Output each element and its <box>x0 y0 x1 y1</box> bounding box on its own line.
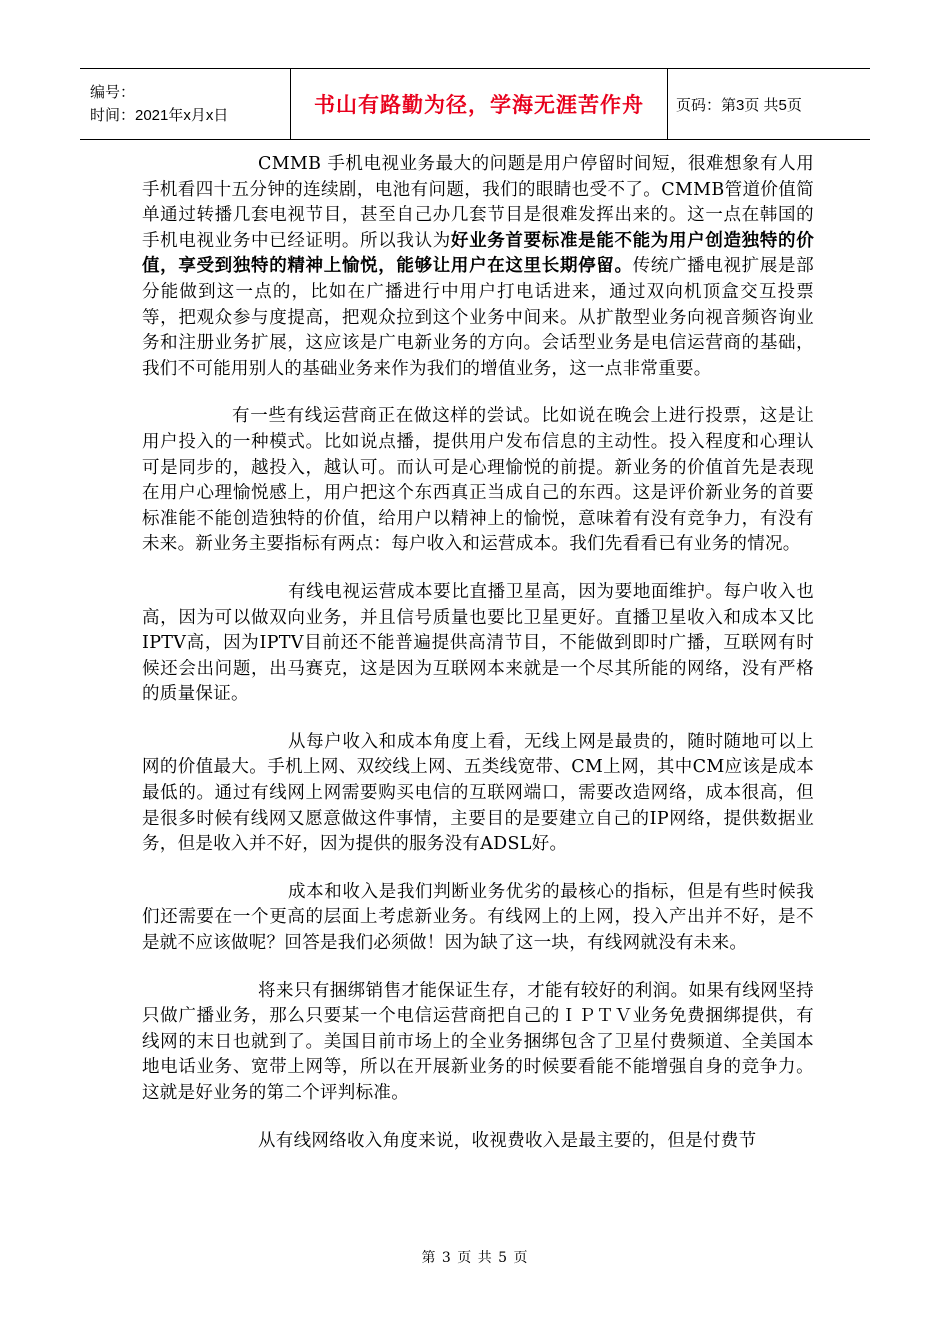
paragraph <box>142 979 814 1107</box>
paragraph <box>142 580 814 708</box>
paragraph-text: 有一些有线运营商正在做这样的尝试。比如说在晚会上进行投票，这是让用户投入的一种模式。比如说点播，提供用户发布信息的主动性。投入程度和心理认可是同步的，越投入，越认可。而认可是心理愉悦的前提。新业务的价值首先是表现在用户心理愉悦感上，用户把这个东西真正当成自己的东西。这是评价新业务的首要标准能不能创造独特的价值，给用户以精神上的愉悦，意味着有没有竞争力，有没有未来。新业务主要指标有两点：每户收入和运营成本。我们先看看已有业务的情况。 <box>142 406 814 555</box>
time-label: 时间：2021年x月x日 <box>90 107 229 124</box>
paragraph <box>142 1129 814 1155</box>
paragraph-text: 传统广播电视扩展是部分能做到这一点的，比如在广播进行中用户打电话进来，通过双向机顶盒交互投票等，把观众参与度提高，把观众拉到这个业务中间来。从扩散型业务向视音频咨询业务和注册业务扩展，这应该是广电新业务的方向。会话型业务是电信运营商的基础，我们不可能用别人的基础业务来作为我们的增值业务，这一点非常重要。 <box>142 256 814 379</box>
header-table <box>80 68 870 140</box>
paragraph <box>142 730 814 858</box>
document-body <box>142 152 814 1176</box>
number-label: 编号： <box>90 84 136 101</box>
paragraph-text: 从每户收入和成本角度上看，无线上网是最贵的，随时随地可以上网的价值最大。手机上网、双绞线上网、五类线宽带、CM上网，其中CM应该是成本最低的。通过有线网上网需要购买电信的互联网端口，需要改造网络，成本很高，但是很多时候有线网又愿意做这件事情，主要目的是要建立自己的IP网络，提供数据业务，但是收入并不好，因为提供的服务没有ADSL好。 <box>142 731 814 855</box>
paragraph-text: 成本和收入是我们判断业务优劣的最核心的指标，但是有些时候我们还需要在一个更高的层面上考虑新业务。有线网上的上网，投入产出并不好，是不是就不应该做呢？回答是我们必须做！因为缺了这一块，有线网就没有未来。 <box>142 881 814 954</box>
page-info: 页码：第3页 共5页 <box>676 96 802 114</box>
paragraph-text: CMMB 手机电视业务最大的问题是用户停留时间短，很难想象有人用手机看四十五分钟的连续剧，电池有问题，我们的眼睛也受不了。CMMB管道价值简单通过转播几套电视节目，甚至自己办几套节目是很难发挥出来的。这一点在韩国的手机电视业务中已经证明。所以我认为 <box>142 154 814 251</box>
paragraph <box>142 404 814 558</box>
paragraph-text: 从有线网络收入角度来说，收视费收入是最主要的，但是付费节 <box>258 1130 757 1151</box>
paragraph-text: 将来只有捆绑销售才能保证生存，才能有较好的利润。如果有线网坚持只做广播业务，那么只要某一个电信运营商把自己的ＩＰＴＶ业务免费捆绑提供，有线网的末日也就到了。美国目前市场上的全业务捆绑包含了卫星付费频道、全美国本地电话业务、宽带上网等，所以在开展新业务的时候要看能不能增强自身的竞争力。这就是好业务的第二个评判标准。 <box>142 980 814 1103</box>
header-left-cell <box>80 69 291 139</box>
paragraph-bold-text: 好业务首要标准是能不能为用户创造独特的价值，享受到独特的精神上愉悦，能够让用户在这里长期停留。 <box>142 230 814 277</box>
motto: 书山有路勤为径，学海无涯苦作舟 <box>291 69 668 139</box>
paragraph <box>142 152 814 382</box>
paragraph <box>142 880 814 957</box>
paragraph-text: 有线电视运营成本要比直播卫星高，因为要地面维护。每户收入也高，因为可以做双向业务，并且信号质量也要比卫星更好。直播卫星收入和成本又比IPTV高，因为IPTV目前还不能普遍提供高清节目，不能做到即时广播，互联网有时候还会出问题，出马赛克，这是因为互联网本来就是一个尽其所能的网络，没有严格的质量保证。 <box>142 581 814 705</box>
page-footer: 第 3 页 共 5 页 <box>421 1250 529 1266</box>
